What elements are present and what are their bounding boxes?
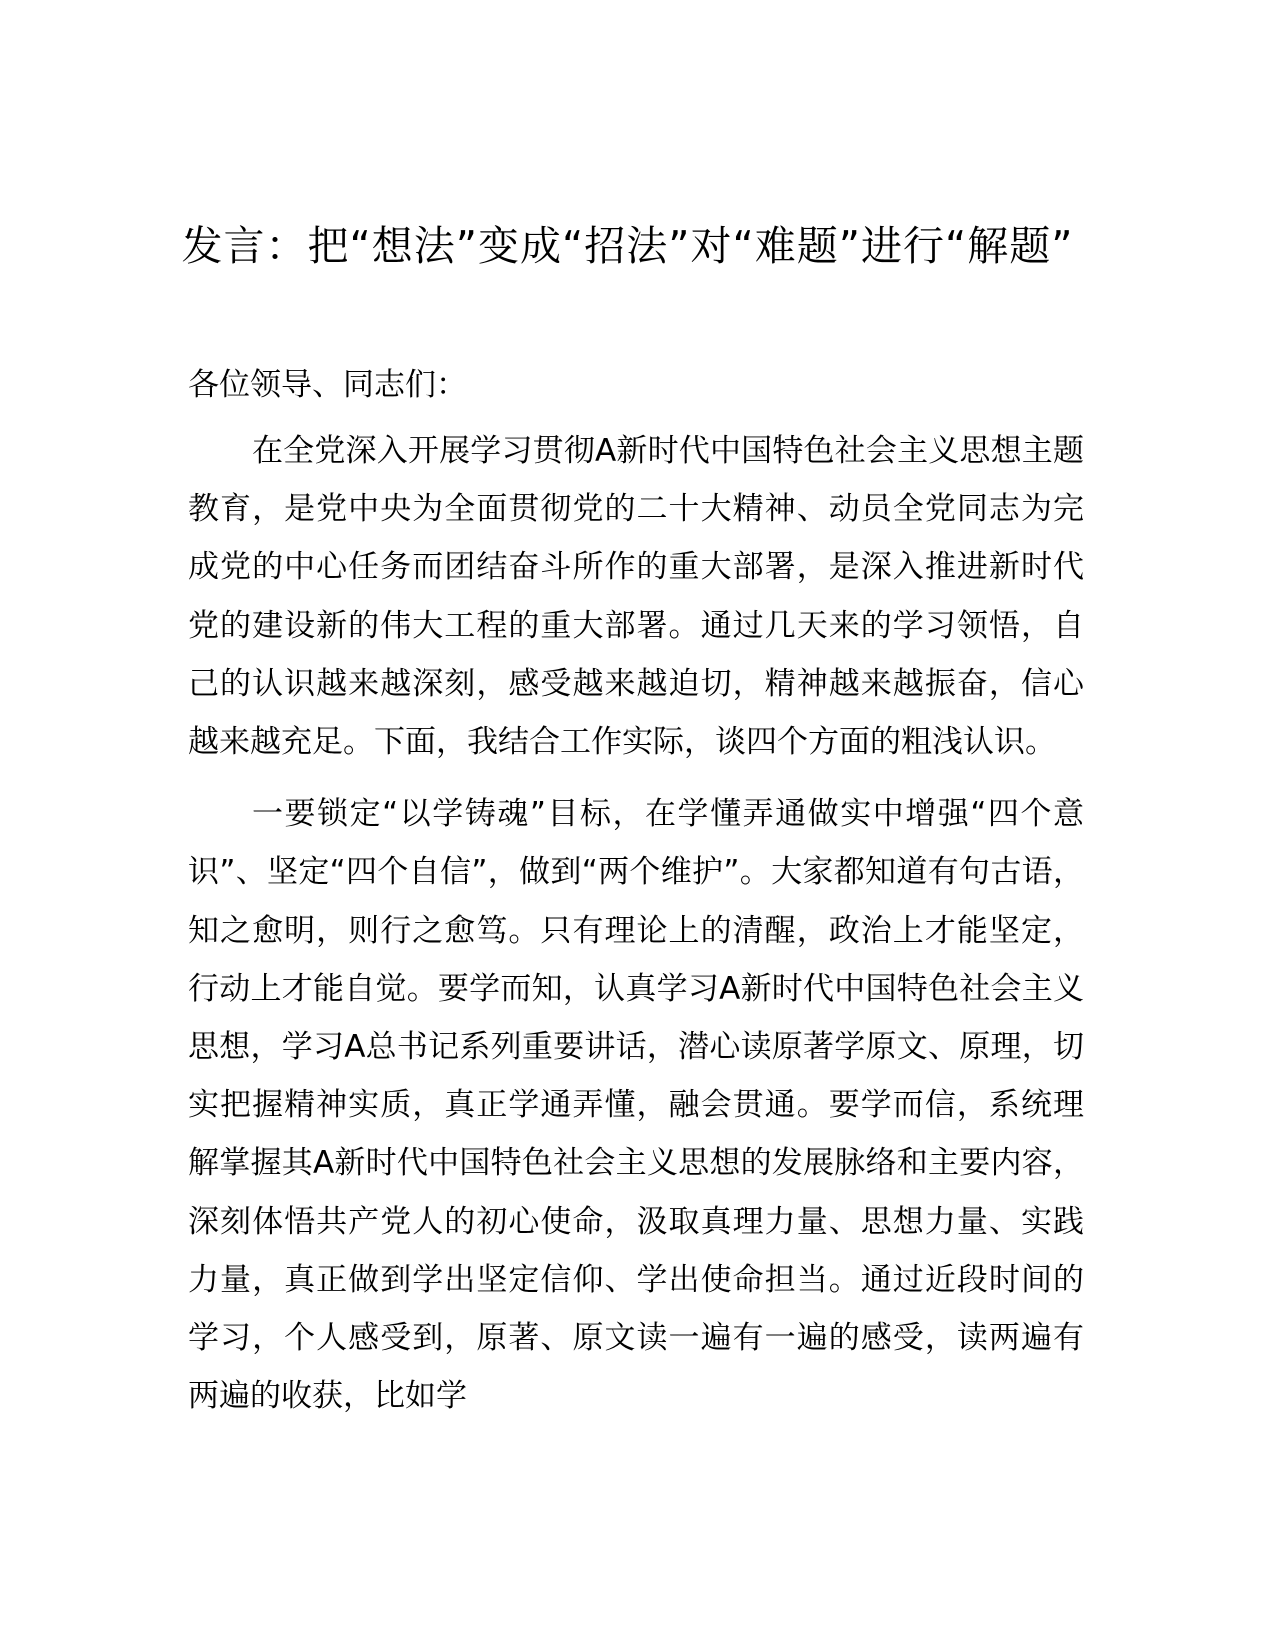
paragraph-point-one: 一要锁定“以学铸魂”目标，在学懂弄通做实中增强“四个意识”、坚定“四个自信”，做到“两个维护”。大家都知道有句古语，知之愈明，则行之愈笃。只有理论上的清醒，政治上才能坚定，行动上才能自觉。要学而知，认真学习A新时代中国特色社会主义思想，学习A总书记系列重要讲话，潜心读原著学原文、原理，切实把握精神实质，真正学通弄懂，融会贯通。要学而信，系统理解掌握其A新时代中国特色社会主义思想的发展脉络和主要内容，深刻体悟共产党人的初心使命，汲取真理力量、思想力量、实践力量，真正做到学出坚定信仰、学出使命担当。通过近段时间的学习，个人感受到，原著、原文读一遍有一遍的感受，读两遍有两遍的收获，比如学 [188,796,1084,1415]
salutation: 各位领导、同志们： [188,367,467,403]
document-title: 发言：把“想法”变成“招法”对“难题”进行“解题” [181,222,1074,270]
paragraph-intro: 在全党深入开展学习贯彻A新时代中国特色社会主义思想主题教育，是党中央为全面贯彻党的二十大精神、动员全党同志为完成党的中心任务而团结奋斗所作的重大部署，是深入推进新时代党的建设新的伟大工程的重大部署。通过几天来的学习领悟，自己的认识越来越深刻，感受越来越迫切，精神越来越振奋，信心越来越充足。下面，我结合工作实际，谈四个方面的粗浅认识。 [188,433,1084,761]
document-body [188,356,1084,1425]
